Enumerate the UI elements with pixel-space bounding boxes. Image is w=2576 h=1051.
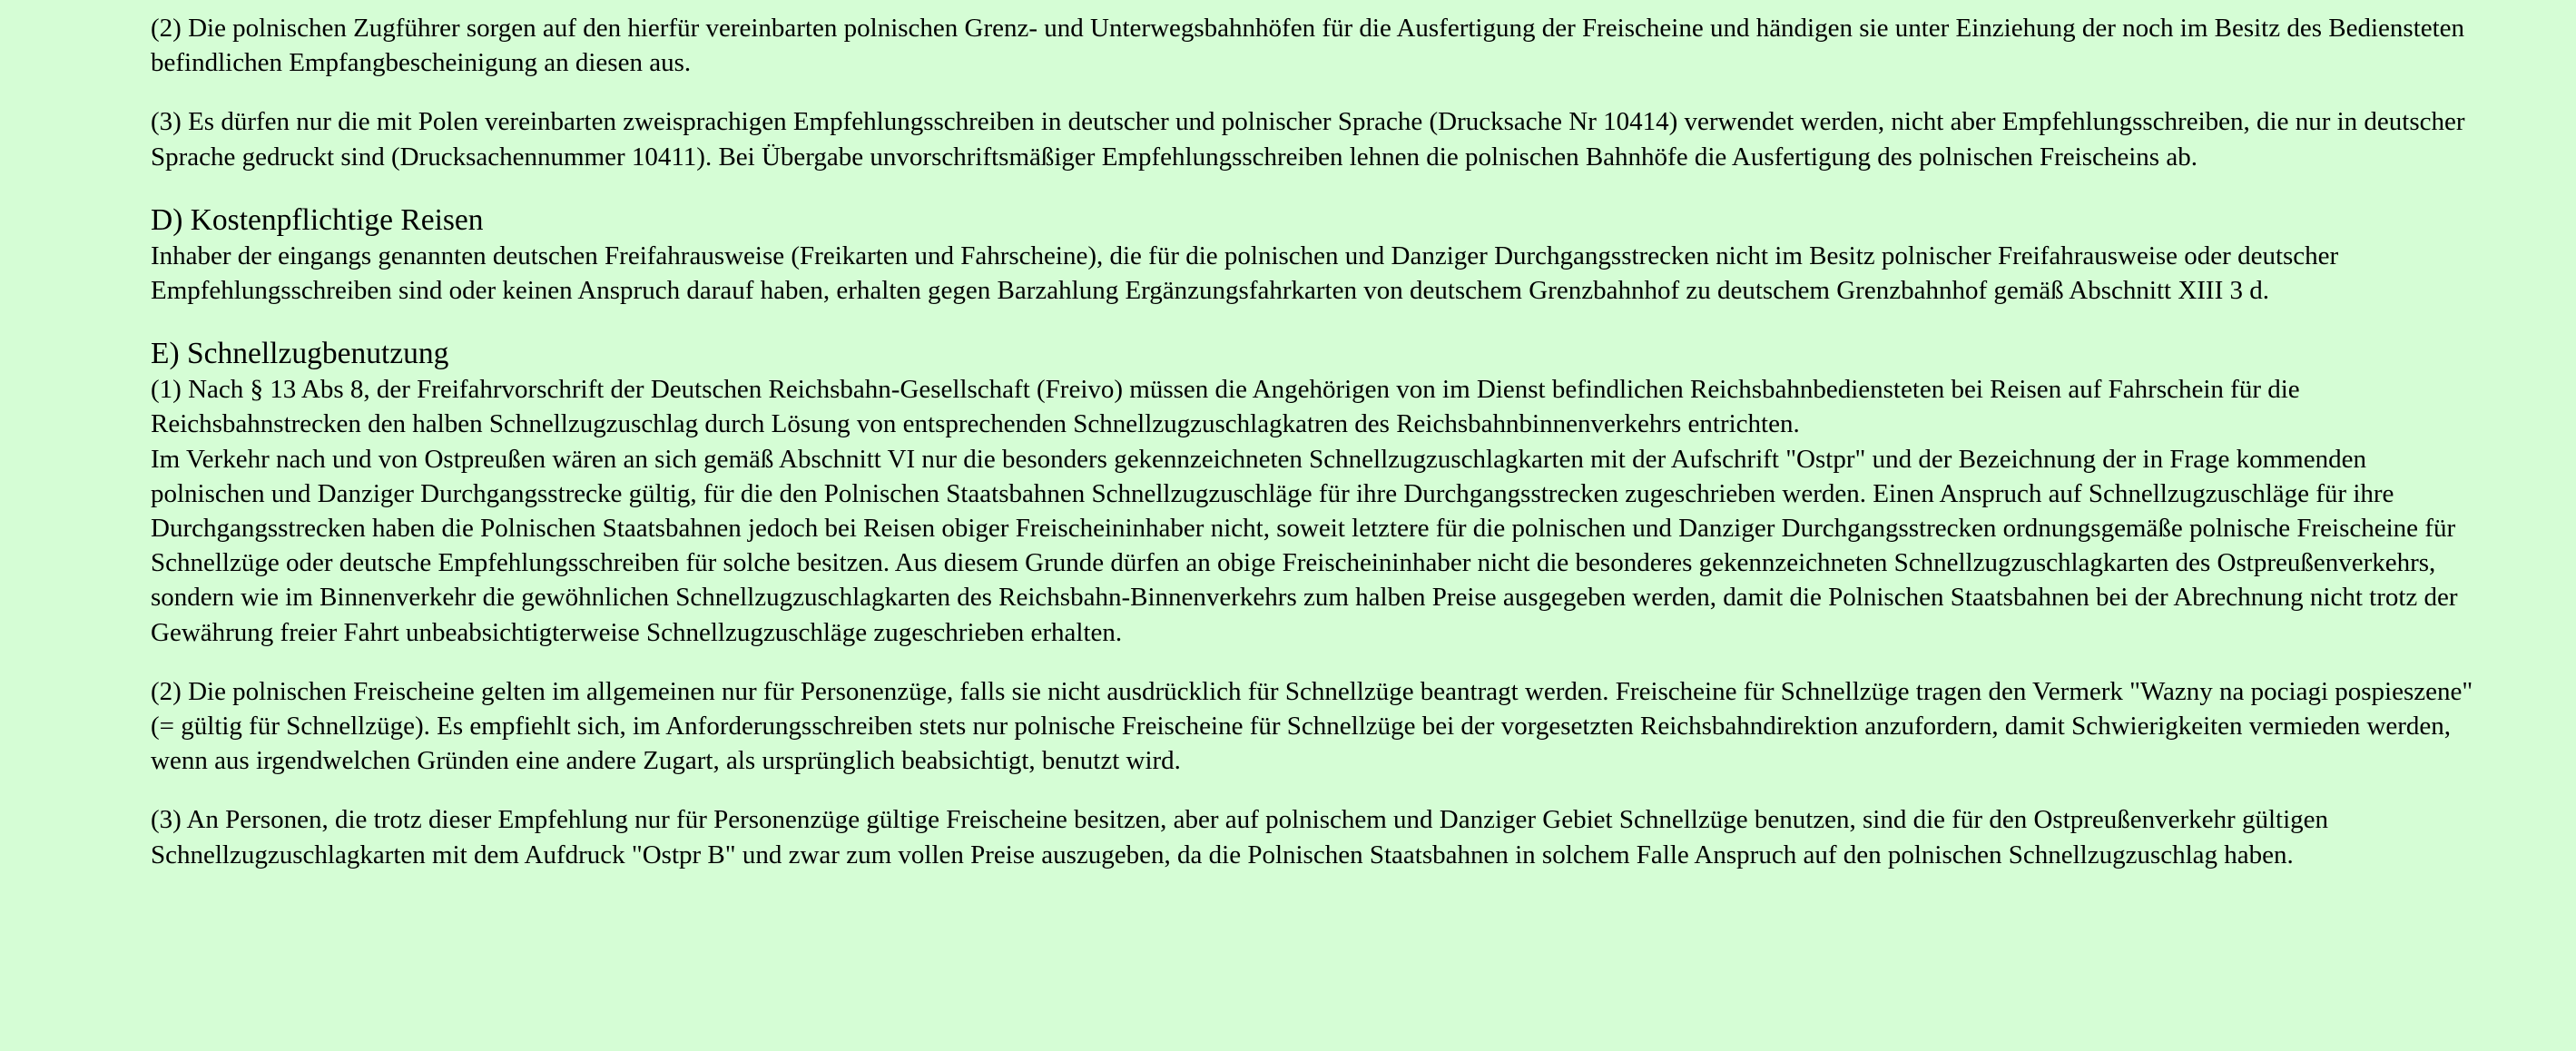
paragraph-top-3: (3) Es dürfen nur die mit Polen vereinbarten zweisprachigen Empfehlungsschreiben in deutscher und polnischer Sprache (Drucksache Nr 10414) verwendet werden, nicht aber Empfehlungsschreiben, die nur in deutscher Sprache gedruckt sind (Drucksachennummer 10411). Bei Übergabe unvorschriftsmäßiger Empfehlungsschreiben lehnen die polnischen Bahnhöfe die Ausfertigung des polnischen Freischeins ab. — [151, 107, 2465, 172]
section-d-heading: D) Kostenpflichtige Reisen — [151, 202, 484, 237]
section-e-paragraph-1b: Im Verkehr nach und von Ostpreußen wären an sich gemäß Abschnitt VI nur die besonders gekennzeichneten Schnellzugzuschlagkarten mit der Aufschrift "Ostpr" und der Bezeichnung der in Frage kommenden polnischen und Danziger Durchgangsstrecke gültig, für die den Polnischen Staatsbahnen Schnellzugzuschläge für ihre Durchgangsstrecken zugeschrieben werden. Einen Anspruch auf Schnellzugzuschläge für ihre Durchgangsstrecken haben die Polnischen Staatsbahnen jedoch bei Reisen obiger Freischeininhaber nicht, soweit letztere für die polnischen und Danziger Durchgangsstrecken ordnungsgemäße polnische Freischeine für Schnellzüge oder deutsche Empfehlungsschreiben für solche besitzen. Aus diesem Grunde dürfen an obige Freischeininhaber nicht die besonderes gekennzeichneten Schnellzugzuschlagkarten des Ostpreußenverkehrs, sondern wie im Binnenverkehr die gewöhnlichen Schnellzugzuschlagkarten des Reichsbahn-Binnenverkehrs zum halben Preise ausgegeben werden, damit die Polnischen Staatsbahnen bei der Abrechnung nicht trotz der Gewährung freier Fahrt unbeabsichtigterweise Schnellzugzuschläge zugeschrieben erhalten. — [151, 444, 2458, 647]
section-d-text: Inhaber der eingangs genannten deutschen Freifahrausweise (Freikarten und Fahrscheine), die für die polnischen und Danziger Durchgangsstrecken nicht im Besitz polnischer Freifahrausweise oder deutscher Empfehlungsschreiben sind oder keinen Anspruch darauf haben, erhalten gegen Barzahlung Ergänzungsfahrkarten von deutschem Grenzbahnhof zu deutschem Grenzbahnhof gemäß Abschnitt XIII 3 d. — [151, 241, 2339, 306]
paragraph-top-2: (2) Die polnischen Zugführer sorgen auf den hierfür vereinbarten polnischen Grenz- und Unterwegsbahnhöfen für die Ausfertigung der Freischeine und händigen sie unter Einziehung der noch im Besitz des Bediensteten befindlichen Empfangbescheinigung an diesen aus. — [151, 14, 2465, 78]
section-e-paragraph-2: (2) Die polnischen Freischeine gelten im allgemeinen nur für Personenzüge, falls sie nicht ausdrücklich für Schnellzüge beantragt werden. Freischeine für Schnellzüge tragen den Vermerk "Wazny na pociagi pospieszene" (= gültig für Schnellzüge). Es empfiehlt sich, im Anforderungsschreiben stets nur polnische Freischeine für Schnellzüge bei der vorgesetzten Reichsbahndirektion anzufordern, damit Schwierigkeiten vermieden werden, wenn aus irgendwelchen Gründen eine andere Zugart, als ursprünglich beabsichtigt, benutzt wird. — [151, 676, 2473, 776]
section-e-paragraph-3: (3) An Personen, die trotz dieser Empfehlung nur für Personenzüge gültige Freischeine besitzen, aber auf polnischem und Danziger Gebiet Schnellzüge benutzen, sind die für den Ostpreußenverkehr gültigen Schnellzugzuschlagkarten mit dem Aufdruck "Ostpr B" und zwar zum vollen Preise auszugeben, da die Polnischen Staatsbahnen in solchem Falle Anspruch auf den polnischen Schnellzugzuschlag haben. — [151, 805, 2328, 869]
section-e-paragraph-1a: (1) Nach § 13 Abs 8, der Freifahrvorschrift der Deutschen Reichsbahn-Gesellschaft (Freivo) müssen die Angehörigen von im Dienst befindlichen Reichsbahnbediensteten bei Reisen auf Fahrschein für die Reichsbahnstrecken den halben Schnellzugzuschlag durch Lösung von entsprechenden Schnellzugzuschlagkatren des Reichsbahnbinnenverkehrs entrichten. — [151, 375, 2300, 439]
section-e-heading: E) Schnellzugbenutzung — [151, 337, 449, 371]
